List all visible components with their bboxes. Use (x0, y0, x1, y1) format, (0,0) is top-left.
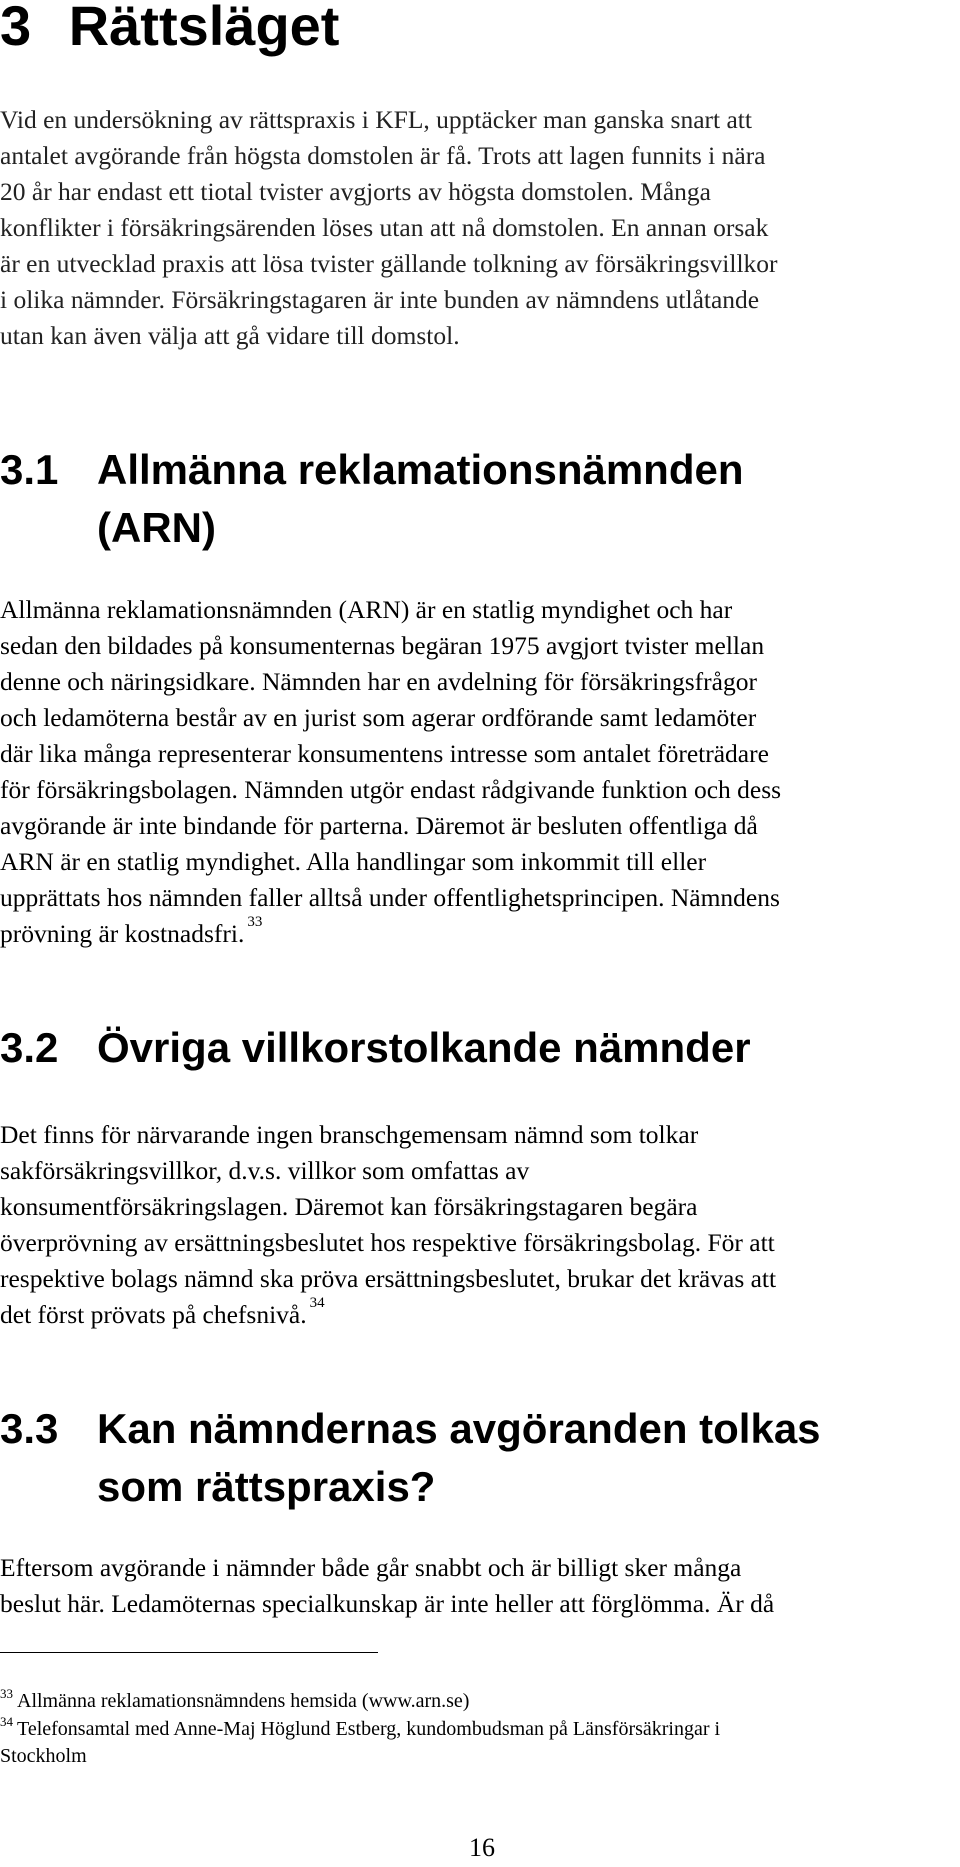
footnote-text: Allmänna reklamationsnämndens hemsida (www.arn.se) (17, 1690, 470, 1712)
paragraph-line: Eftersom avgörande i nämnder både går snabbt och är billigt sker många (0, 1553, 742, 1582)
paragraph-line: sakförsäkringsvillkor, d.v.s. villkor som omfattas av (0, 1156, 530, 1185)
footnote-reference-33[interactable]: 33 (247, 914, 263, 930)
footnote-text: Telefonsamtal med Anne-Maj Höglund Estberg, kundombudsman på Länsförsäkringar i (17, 1718, 721, 1740)
paragraph-line: beslut här. Ledamöternas specialkunskap är inte heller att förglömma. Är då (0, 1589, 775, 1618)
section-title-line: Allmänna reklamationsnämnden (97, 446, 744, 493)
section-number: 3.1 (0, 446, 59, 493)
footnote-line: Stockholm (0, 1745, 87, 1767)
section-3-1-paragraph (0, 592, 940, 952)
section-title-line: som rättspraxis? (97, 1463, 436, 1510)
paragraph-line: och ledamöterna består av en jurist som agerar ordförande samt ledamöter (0, 703, 757, 732)
paragraph-line: konsumentförsäkringslagen. Däremot kan försäkringstagaren begära (0, 1192, 698, 1221)
paragraph-line: Allmänna reklamationsnämnden (ARN) är en statlig myndighet och har (0, 595, 733, 624)
paragraph-line-text: prövning är kostnadsfri. (0, 919, 245, 948)
section-title: Övriga villkorstolkande nämnder (97, 1024, 751, 1071)
paragraph-line: utan kan även välja att gå vidare till domstol. (0, 321, 460, 350)
footnote-34 (0, 1716, 950, 1770)
paragraph-line: är en utvecklad praxis att lösa tvister gällande tolkning av försäkringsvillkor (0, 249, 778, 278)
paragraph-line (0, 1297, 940, 1333)
chapter-number: 3 (0, 0, 32, 57)
section-heading-3-2 (0, 1019, 751, 1077)
section-title-line: (ARN) (97, 504, 216, 551)
paragraph-line-text: det först prövats på chefsnivå. (0, 1300, 307, 1329)
chapter-title: Rättsläget (68, 0, 340, 57)
section-heading-3-3 (0, 1400, 821, 1516)
footnote-33 (0, 1688, 950, 1715)
section-number: 3.2 (0, 1024, 59, 1071)
paragraph-line: respektive bolags nämnd ska pröva ersättningsbeslutet, brukar det krävas att (0, 1264, 777, 1293)
paragraph-line: konflikter i försäkringsärenden löses utan att nå domstolen. En annan orsak (0, 213, 769, 242)
paragraph-line: 20 år har endast ett tiotal tvister avgjorts av högsta domstolen. Många (0, 177, 711, 206)
paragraph-line: avgörande är inte bindande för parterna. Däremot är besluten offentliga då (0, 811, 758, 840)
paragraph-line: upprättats hos nämnden faller alltså under offentlighetsprincipen. Nämndens (0, 883, 780, 912)
footnote-reference-34[interactable]: 34 (309, 1295, 325, 1311)
footnote-number: 33 (0, 1686, 13, 1701)
section-3-3-paragraph (0, 1550, 940, 1622)
paragraph-line: Vid en undersökning av rättspraxis i KFL, upptäcker man ganska snart att (0, 105, 752, 134)
paragraph-line: för försäkringsbolagen. Nämnden utgör endast rådgivande funktion och dess (0, 775, 782, 804)
footnote-number: 34 (0, 1714, 13, 1729)
page-number: 16 (469, 1833, 495, 1862)
paragraph-line: Det finns för närvarande ingen branschgemensam nämnd som tolkar (0, 1120, 699, 1149)
paragraph-line: där lika många representerar konsumentens intresse som antalet företrädare (0, 739, 769, 768)
paragraph-line: sedan den bildades på konsumenternas begäran 1975 avgjort tvister mellan (0, 631, 765, 660)
section-3-2-paragraph (0, 1117, 940, 1333)
paragraph-line: antalet avgörande från högsta domstolen är få. Trots att lagen funnits i nära (0, 141, 766, 170)
section-number: 3.3 (0, 1405, 59, 1452)
footnote-line (0, 1716, 950, 1743)
paragraph-line: överprövning av ersättningsbeslutet hos respektive försäkringsbolag. För att (0, 1228, 775, 1257)
footnote-line (0, 1688, 950, 1715)
footnote-separator (0, 1652, 378, 1653)
chapter-heading (0, 0, 339, 64)
paragraph-line: denne och näringsidkare. Nämnden har en avdelning för försäkringsfrågor (0, 667, 757, 696)
paragraph-line (0, 916, 940, 952)
intro-paragraph (0, 102, 940, 354)
section-title-line: Kan nämndernas avgöranden tolkas (97, 1405, 821, 1452)
paragraph-line: ARN är en statlig myndighet. Alla handlingar som inkommit till eller (0, 847, 707, 876)
paragraph-line: i olika nämnder. Försäkringstagaren är inte bunden av nämndens utlåtande (0, 285, 760, 314)
section-heading-3-1 (0, 441, 744, 557)
